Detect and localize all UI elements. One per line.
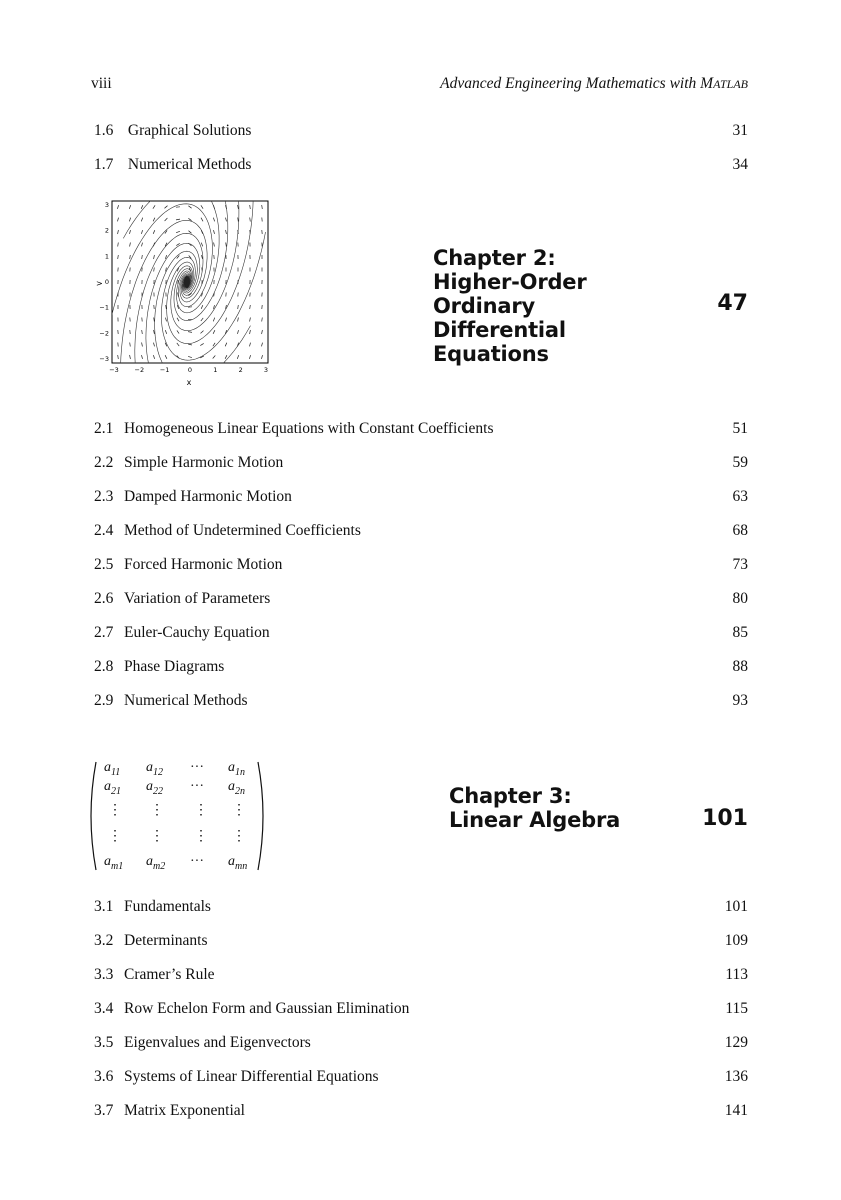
y-tick-label: −3 — [99, 355, 109, 363]
chapter-3-label: Chapter 3: — [449, 784, 572, 808]
section-number: 2.8 — [94, 658, 114, 675]
right-paren — [258, 762, 263, 870]
matrix-ellipsis: ⋮ — [232, 803, 246, 818]
toc-entry[interactable] — [94, 656, 748, 678]
chapter-2-heading[interactable] — [433, 246, 673, 366]
chapter-2-label: Chapter 2: — [433, 246, 556, 270]
chapter-3-heading[interactable] — [449, 784, 669, 832]
matrix-base: a — [146, 760, 153, 775]
section-page: 93 — [732, 692, 748, 709]
y-tick-label: 3 — [104, 201, 109, 209]
toc-entry[interactable] — [94, 120, 748, 142]
matrix-base: a — [146, 779, 153, 794]
toc-entry[interactable] — [94, 554, 748, 576]
section-number: 2.5 — [94, 556, 114, 573]
toc-entry[interactable] — [94, 1032, 748, 1054]
section-title: Damped Harmonic Motion — [124, 488, 292, 505]
toc-entry[interactable] — [94, 622, 748, 644]
matrix-base: a — [104, 779, 111, 794]
section-number: 3.4 — [94, 1000, 114, 1017]
section-number: 2.4 — [94, 522, 114, 539]
matrix-entry — [228, 854, 247, 872]
chapter-2-title-line1: Higher-Order Ordinary — [433, 270, 587, 318]
section-page: 141 — [724, 1102, 748, 1119]
toc-entry[interactable] — [94, 418, 748, 440]
toc-entry[interactable] — [94, 588, 748, 610]
section-title: Graphical Solutions — [127, 122, 252, 139]
matrix-entry — [146, 802, 164, 819]
matrix-entry — [190, 828, 208, 845]
matrix-base: a — [228, 760, 235, 775]
chapter-2-page: 47 — [717, 291, 748, 316]
section-number: 2.1 — [94, 420, 114, 437]
matrix-ellipsis: ⋮ — [194, 829, 208, 844]
toc-entry[interactable] — [94, 486, 748, 508]
section-page: 101 — [724, 898, 748, 915]
y-tick-label: 1 — [104, 252, 109, 261]
matrix-base: a — [146, 854, 153, 869]
matrix-entry — [228, 779, 245, 797]
page-numeral: viii — [91, 75, 112, 92]
matrix-entry — [104, 828, 122, 845]
section-page: 34 — [732, 156, 748, 173]
matrix-subscript: 11 — [111, 766, 121, 778]
section-page: 80 — [732, 590, 748, 607]
matrix-entry — [190, 760, 204, 776]
x-tick-label: 0 — [187, 366, 193, 374]
matrix-subscript: mn — [235, 860, 248, 872]
matrix-base: a — [228, 779, 235, 794]
section-number: 2.2 — [94, 454, 114, 471]
matrix-ellipsis: ··· — [190, 760, 204, 775]
matrix-entry — [228, 802, 246, 819]
matrix-entry — [228, 828, 246, 845]
matrix-subscript: 1n — [235, 766, 245, 778]
section-page: 88 — [732, 658, 748, 675]
y-axis-label: > — [96, 279, 103, 288]
section-title: Systems of Linear Differential Equations — [124, 1068, 379, 1085]
section-page: 109 — [724, 932, 748, 949]
phase-portrait-plot — [88, 196, 278, 390]
matrix-ellipsis: ⋮ — [108, 803, 122, 818]
section-title: Determinants — [124, 932, 208, 949]
toc-entry[interactable] — [94, 896, 748, 918]
matrix-entry — [190, 854, 204, 870]
matrix-entry — [104, 854, 123, 872]
section-title: Row Echelon Form and Gaussian Elimination — [124, 1000, 410, 1017]
x-tick-label: 2 — [238, 366, 243, 374]
x-tick-label: −2 — [134, 366, 145, 374]
matrix-ellipsis: ⋮ — [108, 829, 122, 844]
section-page: 31 — [732, 122, 748, 139]
matrix-entry — [190, 779, 204, 795]
toc-entry[interactable] — [94, 930, 748, 952]
matrix-entry — [104, 760, 120, 778]
matrix-base: a — [104, 760, 111, 775]
running-title-smallcaps: ATLAB — [713, 77, 748, 91]
section-title: Matrix Exponential — [124, 1102, 245, 1119]
y-tick-label: 2 — [104, 226, 109, 235]
matrix-subscript: m1 — [111, 860, 124, 872]
matrix-entry — [146, 828, 164, 845]
section-page: 68 — [732, 522, 748, 539]
matrix-entry — [146, 760, 163, 778]
section-title: Method of Undetermined Coefficients — [124, 522, 361, 539]
section-title: Simple Harmonic Motion — [124, 454, 284, 471]
matrix-entry — [228, 760, 245, 778]
section-title: Numerical Methods — [127, 156, 252, 173]
toc-entry[interactable] — [94, 520, 748, 542]
section-number: 3.1 — [94, 898, 114, 915]
section-number: 2.7 — [94, 624, 114, 641]
x-tick-labels — [109, 366, 268, 374]
section-page: 63 — [732, 488, 748, 505]
section-page: 129 — [724, 1034, 748, 1051]
matrix-ellipsis: ⋮ — [150, 829, 164, 844]
section-number: 2.3 — [94, 488, 114, 505]
section-number: 1.7 — [94, 156, 114, 173]
chapter-3-title: Linear Algebra — [449, 808, 621, 832]
section-title: Homogeneous Linear Equations with Constant Coefficients — [124, 420, 494, 437]
section-page: 59 — [732, 454, 748, 471]
toc-entry[interactable] — [94, 998, 748, 1020]
toc-entry[interactable] — [94, 690, 748, 712]
chapter-3-page: 101 — [702, 806, 748, 831]
x-axis-label: x — [186, 378, 192, 387]
running-title — [440, 75, 748, 93]
matrix-base: a — [104, 854, 111, 869]
section-title: Numerical Methods — [124, 692, 248, 709]
matrix-figure — [84, 758, 270, 874]
fixed-point — [184, 276, 190, 288]
matrix-ellipsis: ⋮ — [150, 803, 164, 818]
toc-entry[interactable] — [94, 964, 748, 986]
left-paren — [91, 762, 96, 870]
section-page: 136 — [724, 1068, 748, 1085]
section-page: 113 — [725, 966, 748, 983]
matrix-entry — [146, 854, 165, 872]
matrix-ellipsis: ··· — [190, 854, 204, 869]
matrix-subscript: 2n — [235, 785, 245, 797]
matrix-entry — [104, 802, 122, 819]
section-title: Euler-Cauchy Equation — [124, 624, 270, 641]
matrix-subscript: 21 — [111, 785, 121, 797]
section-title: Phase Diagrams — [124, 658, 225, 675]
matrix-entry — [104, 779, 121, 797]
matrix-subscript: 22 — [153, 785, 163, 797]
x-tick-label: −1 — [159, 366, 170, 374]
matrix-ellipsis: ··· — [190, 779, 204, 794]
section-page: 51 — [732, 420, 748, 437]
y-tick-label: −1 — [99, 303, 109, 312]
running-title-text: Advanced Engineering Mathematics with M — [440, 75, 714, 92]
section-number: 3.2 — [94, 932, 114, 949]
section-title: Fundamentals — [124, 898, 211, 915]
toc-entry[interactable] — [94, 1100, 748, 1122]
section-page: 73 — [732, 556, 748, 573]
section-number: 2.9 — [94, 692, 114, 709]
section-title: Forced Harmonic Motion — [124, 556, 283, 573]
matrix-base: a — [228, 854, 235, 869]
section-number: 1.6 — [94, 122, 114, 139]
matrix-subscript: 12 — [153, 766, 163, 778]
section-number: 3.6 — [94, 1068, 114, 1085]
matrix-ellipsis: ⋮ — [194, 803, 208, 818]
toc-entry[interactable] — [94, 1066, 748, 1088]
matrix-entry — [146, 779, 163, 797]
y-tick-label: 0 — [104, 278, 109, 286]
x-tick-label: −3 — [109, 366, 119, 374]
x-tick-label: 1 — [213, 366, 218, 374]
section-page: 115 — [725, 1000, 748, 1017]
toc-entry[interactable] — [94, 452, 748, 474]
section-number: 2.6 — [94, 590, 114, 607]
matrix-subscript: m2 — [153, 860, 166, 872]
matrix-entry — [190, 802, 208, 819]
matrix-ellipsis: ⋮ — [232, 829, 246, 844]
toc-entry[interactable] — [94, 154, 748, 176]
section-title: Cramer’s Rule — [124, 966, 215, 983]
section-page: 85 — [732, 624, 748, 641]
section-number: 3.3 — [94, 966, 114, 983]
chapter-2-title-line2: Differential Equations — [433, 318, 566, 366]
phase-portrait-figure — [88, 196, 278, 390]
y-tick-label: −2 — [99, 329, 109, 338]
x-tick-label: 3 — [263, 366, 269, 374]
section-title: Variation of Parameters — [124, 590, 271, 607]
section-number: 3.7 — [94, 1102, 114, 1119]
section-number: 3.5 — [94, 1034, 114, 1051]
section-title: Eigenvalues and Eigenvectors — [124, 1034, 311, 1051]
